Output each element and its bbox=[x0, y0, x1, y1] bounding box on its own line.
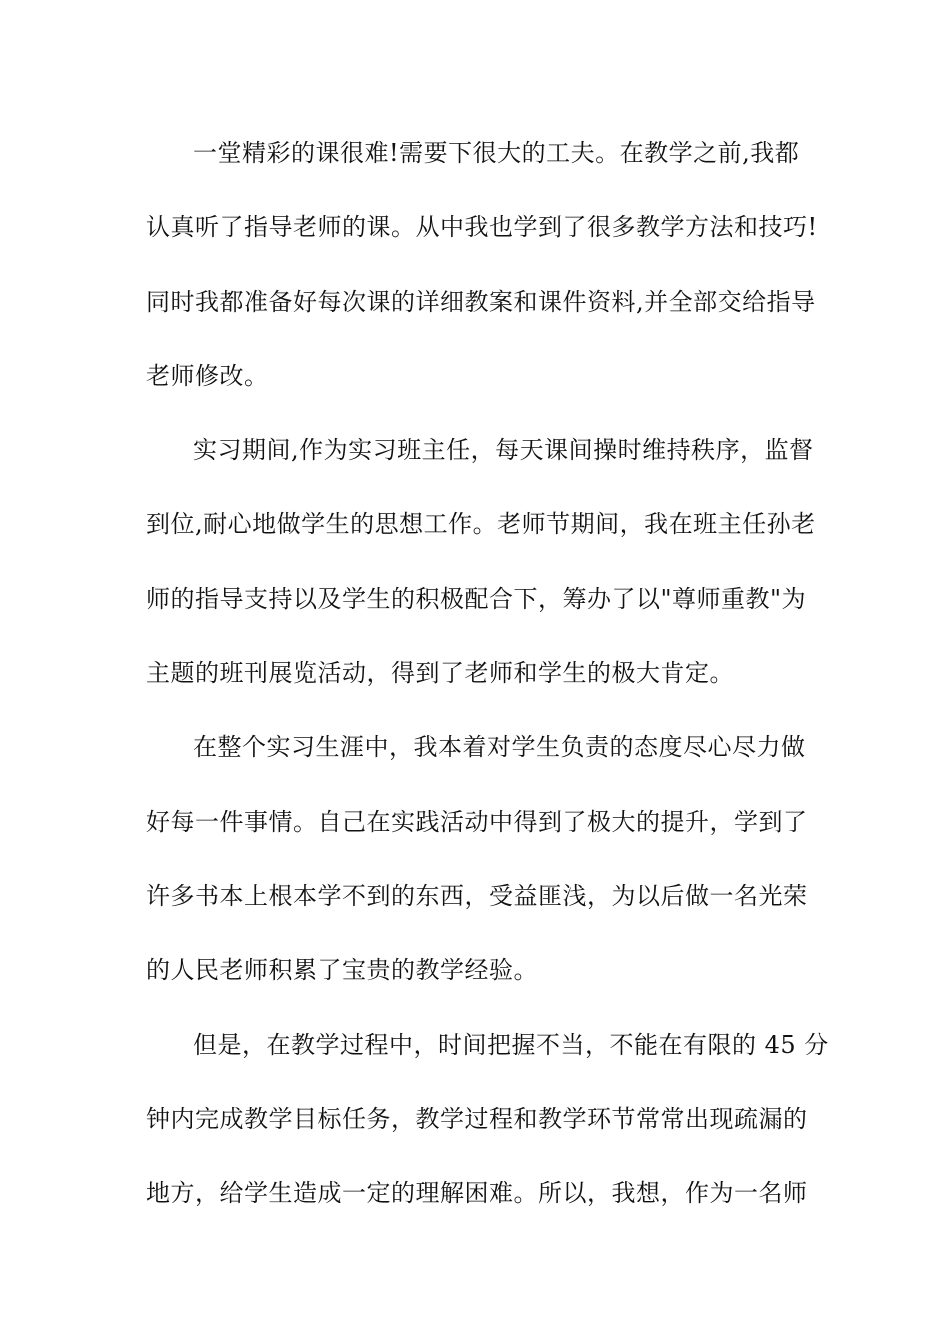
text-line: 地方，给学生造成一定的理解困难。所以，我想，作为一名师 bbox=[146, 1179, 808, 1208]
text-line: 老师修改。 bbox=[146, 361, 269, 390]
text-line: 钟内完成教学目标任务，教学过程和教学环节常常出现疏漏的 bbox=[146, 1104, 808, 1133]
text-line: 许多书本上根本学不到的东西，受益匪浅，为以后做一名光荣 bbox=[146, 881, 808, 910]
text-line: 一堂精彩的课很难!需要下很大的工夫。在教学之前,我都 bbox=[193, 139, 800, 167]
text-line: 但是，在教学过程中，时间把握不当，不能在有限的 45 分 bbox=[193, 1030, 829, 1059]
text-line: 同时我都准备好每次课的详细教案和课件资料,并全部交给指导 bbox=[146, 287, 816, 316]
body-text bbox=[146, 127, 829, 1241]
text-line: 实习期间,作为实习班主任，每天课间操时维持秩序，监督 bbox=[193, 436, 814, 465]
text-line: 认真听了指导老师的课。从中我也学到了很多教学方法和技巧! bbox=[146, 213, 818, 242]
text-line: 在整个实习生涯中，我本着对学生负责的态度尽心尽力做 bbox=[193, 733, 806, 762]
text-line: 到位,耐心地做学生的思想工作。老师节期间，我在班主任孙老 bbox=[146, 510, 816, 539]
text-line: 的人民老师积累了宝贵的教学经验。 bbox=[146, 956, 538, 985]
text-line: 师的指导支持以及学生的积极配合下，筹办了以"尊师重教"为 bbox=[146, 584, 807, 613]
text-line: 好每一件事情。自己在实践活动中得到了极大的提升，学到了 bbox=[146, 807, 808, 836]
text-line: 主题的班刊展览活动，得到了老师和学生的极大肯定。 bbox=[146, 659, 734, 688]
